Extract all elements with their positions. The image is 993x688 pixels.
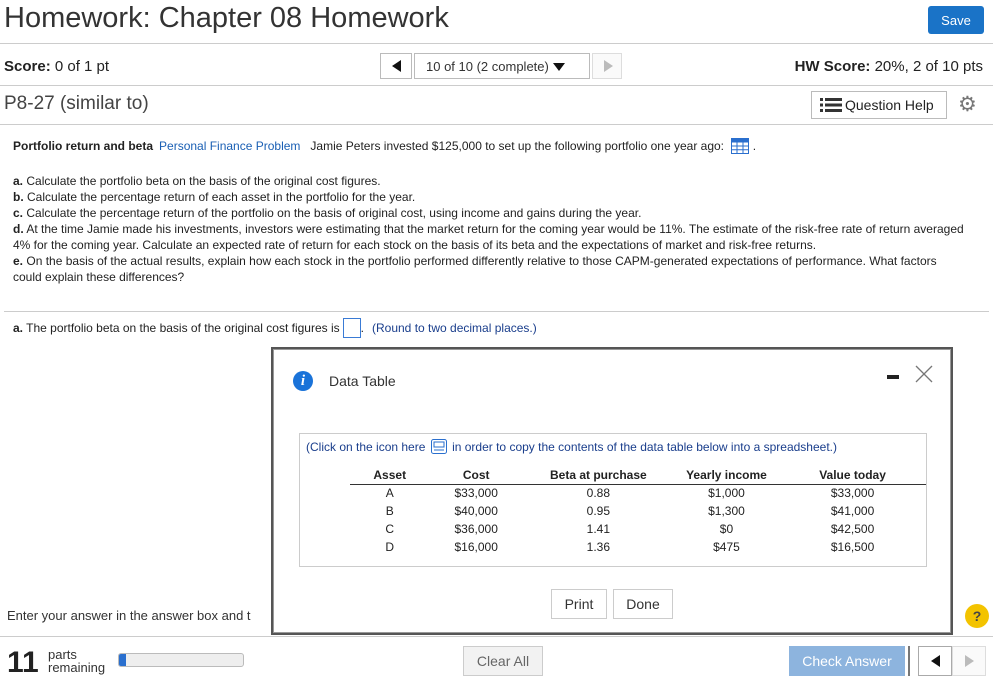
table-cell: $16,500 — [830, 540, 875, 554]
problem-id: P8-27 (similar to) — [4, 93, 149, 114]
previous-part-button[interactable] — [918, 646, 952, 676]
close-icon[interactable] — [914, 364, 934, 384]
table-row — [350, 503, 926, 521]
progress-bar — [118, 653, 244, 667]
problem-tag: Personal Finance Problem — [159, 139, 301, 153]
answer-prompt-text: The portfolio beta on the basis of the original cost figures is — [26, 321, 340, 335]
hw-score-label: HW Score: — [794, 58, 871, 75]
print-button[interactable]: Print — [551, 589, 607, 619]
parts-label: parts remaining — [48, 647, 106, 675]
data-table-dialog — [273, 349, 951, 633]
help-icon[interactable]: ? — [965, 604, 989, 628]
score — [4, 58, 109, 75]
data-table — [350, 467, 926, 557]
answer-input[interactable] — [343, 318, 361, 338]
parts-count: 11 — [7, 646, 39, 679]
arrow-left-icon — [392, 60, 401, 72]
progress-fill — [119, 654, 126, 666]
divider — [4, 311, 989, 312]
table-cell: 0.95 — [586, 504, 611, 518]
data-table-panel — [299, 433, 927, 567]
dialog-header — [274, 350, 950, 396]
problem-part: e. On the basis of the actual results, explain how each stock in the portfolio performed differently relative to those CAPM-generated expectations of performance. What factors could explain these differences? — [13, 254, 937, 284]
next-question-button[interactable] — [592, 53, 622, 79]
score-value: 0 of 1 pt — [54, 58, 110, 75]
minimize-icon[interactable] — [887, 375, 899, 379]
table-cell: $33,000 — [454, 486, 498, 500]
divider — [0, 43, 993, 44]
question-help-label: Question Help — [845, 97, 934, 113]
table-cell: $16,000 — [454, 540, 498, 554]
question-select-label: 10 of 10 (2 complete) — [426, 59, 549, 74]
column-header: Cost — [429, 467, 522, 485]
table-row — [350, 485, 926, 504]
table-cell: $36,000 — [454, 522, 498, 536]
table-cell: 0.88 — [586, 486, 611, 500]
answer-prompt: a. The portfolio beta on the basis of the original cost figures is . (Round to two decimal places.) — [13, 318, 537, 338]
table-cell: $1,300 — [708, 504, 745, 518]
data-table-icon[interactable] — [731, 138, 749, 154]
hw-score-value: 20%, 2 of 10 pts — [874, 58, 983, 75]
divider — [0, 85, 993, 86]
round-note: (Round to two decimal places.) — [372, 321, 537, 335]
divider — [0, 636, 993, 637]
copy-instructions: (Click on the icon here in order to copy the contents of the data table below into a spreadsheet.) — [306, 440, 837, 454]
problem-part: c. Calculate the percentage return of the portfolio on the basis of original cost, using income and gains during the year. — [13, 206, 642, 220]
table-cell: $42,500 — [830, 522, 875, 536]
question-help-button[interactable] — [811, 91, 947, 119]
problem-parts — [13, 173, 968, 285]
column-header: Asset — [350, 467, 429, 485]
info-icon: i — [293, 371, 313, 391]
instruction-text: Enter your answer in the answer box and t — [7, 608, 251, 623]
table-cell: $33,000 — [830, 486, 875, 500]
problem-part: d. At the time Jamie made his investments, investors were estimating that the market return for the coming year would be 11%. The estimate of the risk-free rate of return averaged 4% for the coming year. Calculate an expected rate of return for each stock on the basis of its beta and the expectations of market and risk-free returns. — [13, 222, 964, 252]
question-select[interactable] — [414, 53, 590, 79]
table-row — [350, 539, 926, 557]
table-cell: 1.36 — [586, 540, 611, 554]
table-cell: $40,000 — [454, 504, 498, 518]
table-cell: $475 — [713, 540, 740, 554]
column-header: Yearly income — [674, 467, 779, 485]
arrow-right-icon — [965, 655, 974, 667]
column-header: Value today — [779, 467, 926, 485]
table-row — [350, 521, 926, 539]
next-part-button[interactable] — [952, 646, 986, 676]
list-icon — [820, 98, 842, 112]
arrow-right-icon — [604, 60, 613, 72]
problem-part: b. Calculate the percentage return of each asset in the portfolio for the year. — [13, 190, 416, 204]
table-cell: D — [385, 540, 395, 554]
problem-intro-text: Jamie Peters invested $125,000 to set up the following portfolio one year ago: — [310, 139, 725, 153]
table-cell: A — [385, 486, 394, 500]
table-cell: 1.41 — [586, 522, 611, 536]
copy-to-spreadsheet-icon[interactable] — [431, 439, 447, 454]
divider — [0, 124, 993, 125]
table-cell: C — [385, 522, 395, 536]
arrow-left-icon — [931, 655, 940, 667]
hw-score — [795, 58, 983, 75]
table-header-row — [350, 467, 926, 485]
gear-icon[interactable]: ⚙ — [958, 93, 977, 116]
previous-question-button[interactable] — [380, 53, 412, 79]
table-cell: B — [385, 504, 394, 518]
check-answer-button[interactable]: Check Answer — [789, 646, 905, 676]
dialog-title: Data Table — [329, 373, 396, 389]
table-cell: $0 — [719, 522, 734, 536]
save-button[interactable]: Save — [928, 6, 984, 34]
score-label: Score: — [4, 58, 51, 75]
done-button[interactable]: Done — [613, 589, 673, 619]
answer-prompt-letter: a. — [13, 321, 24, 335]
clear-all-button[interactable]: Clear All — [463, 646, 543, 676]
problem-topic: Portfolio return and beta — [13, 139, 154, 153]
problem-part: a. Calculate the portfolio beta on the basis of the original cost figures. — [13, 174, 381, 188]
dropdown-arrow-icon — [553, 63, 565, 71]
column-header: Beta at purchase — [523, 467, 674, 485]
page-title: Homework: Chapter 08 Homework — [4, 2, 449, 34]
separator — [908, 646, 910, 676]
problem-intro: Portfolio return and beta Personal Finance Problem Jamie Peters invested $125,000 to set up the following portfolio one year ago: . — [13, 139, 757, 153]
table-cell: $1,000 — [708, 486, 745, 500]
table-cell: $41,000 — [830, 504, 875, 518]
